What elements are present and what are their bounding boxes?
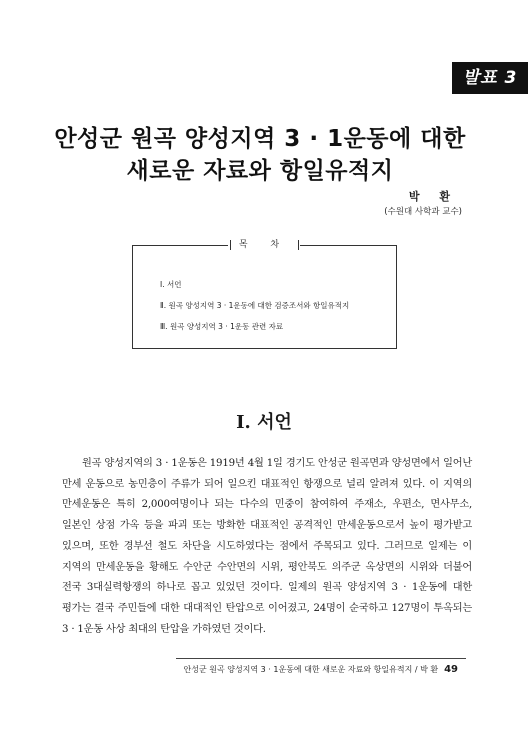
presentation-badge: 발표 3 [452,62,528,94]
footer-rule [176,658,466,659]
toc-border-left [132,245,133,348]
page-number: 49 [444,664,458,675]
toc-border-top-left [132,245,228,246]
toc-item: Ⅰ. 서언 [160,280,182,289]
body-paragraph: 원곡 양성지역의 3 · 1운동은 1919년 4월 1일 경기도 안성군 원곡면과 양성면에서 일어난 만세 운동으로 농민층이 주류가 되어 일으킨 대표적인 항쟁으로 널리 알려져 있다. 이 지역의 만세운동은 특히 2,000여명이나 되는 다수의 민중이 참여하여 주재소, 우편소, 면사무소, 일본인 상점 가옥 등을 파괴 또는 방화한 대표적인 공격적인 만세운동으로서 높이 평가받고 있으며, 또한 경부선 철도 차단을 시도하였다는 점에서 주목되고 있다. 그러므로 일제는 이 지역의 만세운동을 황해도 수안군 수안면의 시위, 평안북도 의주군 옥상면의 시위와 더불어 전국 3대실력항쟁의 하나로 꼽고 있었던 것이다. 일제의 원곡 양성지역 3 · 1운동에 대한 평가는 결국 주민들에 대한 대대적인 탄압으로 이어졌고, 24명이 순국하고 127명이 투옥되는 3 · 1운동 사상 최대의 탄압을 가하였던 것이다. [62,458,472,635]
toc-border-top-right [300,245,396,246]
toc-border-right [396,245,397,348]
toc-border-bottom [132,348,397,349]
section-heading: Ⅰ. 서언 [236,412,292,433]
toc-item: Ⅲ. 원곡 양성지역 3 · 1운동 관련 자료 [160,322,284,331]
paper-title-line-1: 안성군 원곡 양성지역 3 · 1운동에 대한 [54,126,466,152]
toc-item: Ⅱ. 원곡 양성지역 3 · 1운동에 대한 검증조서와 항일유적지 [160,301,350,310]
paper-title-line-2: 새로운 자료와 항일유적지 [126,158,394,184]
page-footer [183,664,458,675]
author-affiliation: (수원대 사학과 교수) [384,207,462,217]
toc-title: 목 차 [238,240,290,250]
author-name: 박 환 [408,190,458,203]
running-title: 안성군 원곡 양성지역 3 · 1운동에 대한 새로운 자료와 항일유적지 / 박 환 [183,665,439,674]
